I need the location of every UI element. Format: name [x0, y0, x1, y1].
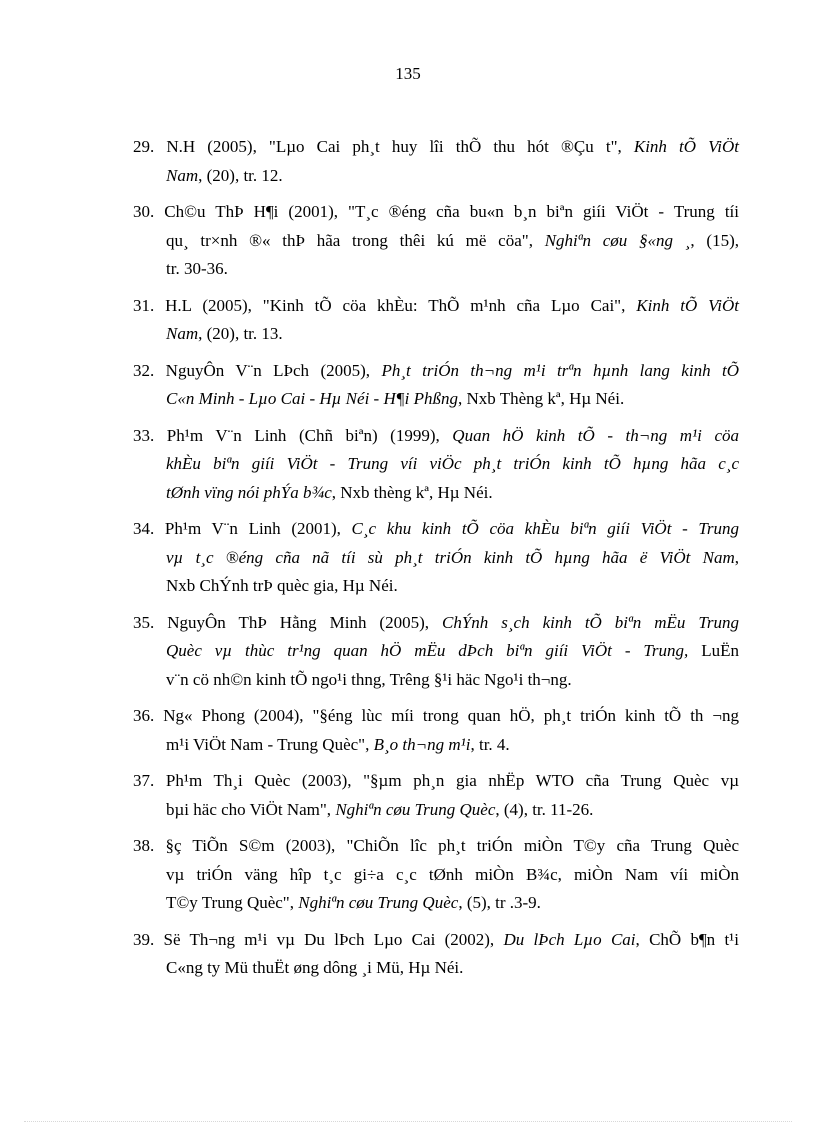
reference-title-text: khÈu biªn giíi ViÖt - Trung víi viÖc ph¸t triÓn kinh tÕ hµng hãa c¸c	[166, 454, 739, 473]
reference-line	[133, 227, 739, 256]
reference-title-text: C«n Minh - Lµo Cai - Hµ Néi - H¶i Phßng	[166, 389, 458, 408]
reference-item	[133, 292, 739, 349]
reference-text: 36. Ng« Phong (2004), "§éng lùc míi trong quan hÖ, ph¸t triÓn kinh tÕ th ¬ng	[133, 706, 739, 725]
reference-line	[133, 479, 739, 508]
reference-line	[133, 832, 739, 861]
reference-line	[133, 572, 739, 601]
reference-line	[133, 609, 739, 638]
reference-text: 32. NguyÔn V¨n LÞch (2005),	[133, 360, 382, 380]
reference-title-text: vµ t¸c ®éng cña nã tíi sù ph¸t triÓn kinh tÕ hµng hãa ë ViÖt Nam	[166, 547, 735, 567]
reference-text: , Nxb thèng kª, Hµ Néi.	[331, 482, 493, 502]
reference-item	[133, 926, 739, 983]
reference-line	[133, 954, 739, 983]
reference-text: , Nxb Thèng kª, Hµ Néi.	[457, 389, 625, 408]
reference-text: qu¸ tr×nh ®« thÞ hãa trong thêi kú më cöa",	[166, 230, 545, 250]
reference-line	[133, 255, 739, 284]
reference-line	[133, 450, 739, 479]
reference-title-text: Quan hÖ kinh tÕ - th¬ng m¹i cöa	[452, 425, 739, 445]
reference-text: , (5), tr .3-9.	[458, 893, 541, 912]
reference-title-text: B¸o th¬ng m¹i	[373, 734, 471, 754]
reference-line	[133, 292, 739, 321]
reference-line	[133, 861, 739, 890]
reference-text: , (20), tr. 12.	[198, 165, 283, 185]
reference-item	[133, 702, 739, 759]
reference-text: , tr. 4.	[470, 734, 510, 754]
reference-line	[133, 796, 739, 825]
reference-text: 29. N.H (2005), "Lµo Cai ph¸t huy lîi thÕ thu hót ®Çu t",	[133, 137, 634, 156]
reference-text: C«ng ty Mü thuËt øng dông ¸i Mü, Hµ Néi.	[166, 958, 464, 977]
reference-line	[133, 889, 739, 918]
reference-line	[133, 133, 739, 162]
reference-item	[133, 515, 739, 601]
reference-title-text: Quèc vµ thùc tr¹ng quan hÖ mËu dÞch biªn giíi ViÖt - Trung,	[166, 641, 689, 660]
reference-line	[133, 357, 739, 386]
reference-line	[133, 515, 739, 544]
reference-text: , (20), tr. 13.	[198, 324, 283, 343]
reference-text: T©y Trung Quèc",	[166, 893, 299, 912]
reference-text: 33. Ph¹m V¨n Linh (Chñ biªn) (1999),	[133, 425, 453, 445]
reference-line	[133, 926, 739, 955]
reference-item	[133, 422, 739, 508]
reference-text: 35. NguyÔn ThÞ Hằng Minh (2005),	[133, 612, 442, 632]
reference-text: 34. Ph¹m V¨n Linh (2001),	[133, 519, 352, 538]
reference-title-text: Nam	[166, 165, 199, 185]
reference-line	[133, 385, 739, 414]
reference-line	[133, 731, 739, 760]
reference-title-text: Nghiªn cøu Trung Quèc	[335, 799, 496, 819]
reference-text: 38. §ç TiÕn S©m (2003), "ChiÕn lîc ph¸t triÓn miÒn T©y cña Trung Quèc	[133, 836, 739, 855]
reference-text: bµi häc cho ViÖt Nam",	[166, 799, 336, 819]
reference-line	[133, 702, 739, 731]
reference-text: Nxb ChÝnh trÞ quèc gia, Hµ Néi.	[166, 576, 398, 595]
reference-list	[133, 133, 739, 991]
reference-line	[133, 162, 739, 191]
reference-text: LuËn	[688, 641, 739, 660]
reference-text: 31. H.L (2005), "Kinh tÕ cöa khÈu: ThÕ m¹nh cña Lµo Cai",	[133, 295, 637, 315]
page-number: 135	[395, 64, 421, 83]
reference-title-text: ChÝnh s¸ch kinh tÕ biªn mËu Trung	[441, 612, 739, 632]
reference-text: , (15),	[690, 230, 739, 250]
reference-item	[133, 198, 739, 284]
reference-text: , (4), tr. 11-26.	[495, 799, 594, 819]
reference-text: 37. Ph¹m Th¸i Quèc (2003), "§µm ph¸n gia nhËp WTO cña Trung Quèc vµ	[133, 771, 739, 790]
reference-line	[133, 422, 739, 451]
reference-item	[133, 133, 739, 190]
reference-title-text: Nam	[166, 324, 199, 343]
reference-title-text: C¸c khu kinh tÕ cöa khÈu biªn giíi ViÖt - Trung	[351, 519, 739, 538]
reference-line	[133, 544, 739, 573]
reference-item	[133, 357, 739, 414]
reference-text: , ChÕ b¶n t¹i	[635, 929, 739, 949]
reference-item	[133, 609, 739, 695]
reference-text: tr. 30-36.	[166, 259, 228, 278]
reference-title-text: Nghiªn cøu Trung Quèc	[298, 893, 459, 912]
reference-title-text: Ph¸t triÓn th¬ng m¹i trªn hµnh lang kinh tÕ	[381, 360, 739, 380]
reference-line	[133, 198, 739, 227]
reference-text: m¹i ViÖt Nam - Trung Quèc",	[166, 734, 374, 754]
reference-title-text: Nghiªn cøu §«ng ¸	[544, 230, 691, 250]
reference-text: ,	[734, 547, 739, 567]
reference-title-text: Du lÞch Lµo Cai	[503, 929, 636, 949]
reference-text: v¨n cö nh©n kinh tÕ ngo¹i thng, Trêng §¹i häc Ngo¹i th¬ng.	[166, 669, 572, 689]
reference-title-text: Kinh tÕ ViÖt	[636, 295, 739, 315]
reference-text: vµ triÓn väng hîp t¸c gi÷a c¸c tØnh miÒn B¾c, miÒn Nam víi miÒn	[166, 864, 739, 884]
reference-line	[133, 767, 739, 796]
reference-item	[133, 832, 739, 918]
reference-item	[133, 767, 739, 824]
reference-line	[133, 320, 739, 349]
reference-title-text: Kinh tÕ ViÖt	[633, 137, 739, 156]
reference-title-text: tØnh vïng nói phÝa b¾c	[166, 482, 332, 502]
reference-text: 39. Së Th¬ng m¹i vµ Du lÞch Lµo Cai (2002),	[133, 929, 504, 949]
reference-line	[133, 637, 739, 666]
reference-text: 30. Ch©u ThÞ H¶i (2001), "T¸c ®éng cña bu«n b¸n biªn giíi ViÖt - Trung tíi	[133, 202, 739, 221]
reference-line	[133, 666, 739, 695]
page-bottom-divider	[24, 1121, 792, 1122]
